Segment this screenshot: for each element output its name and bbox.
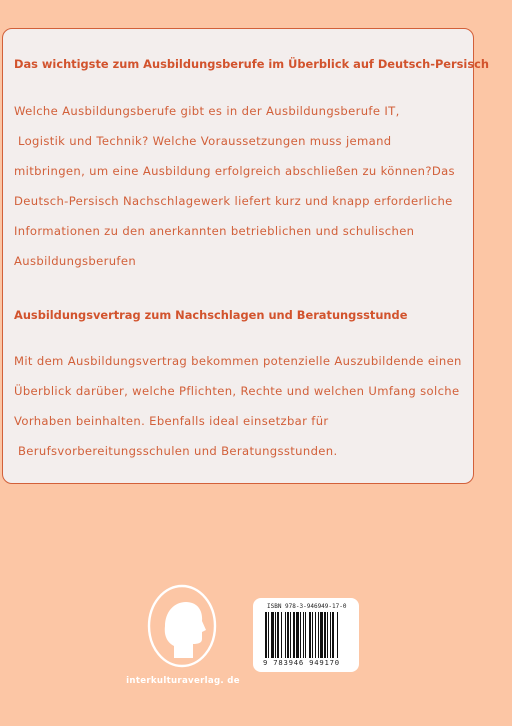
paragraph-line: Überblick darüber, welche Pflichten, Rechte und welchen Umfang solche [14,384,460,398]
paragraph-line: Mit dem Ausbildungsvertrag bekommen potenzielle Auszubildende einen [14,354,462,368]
section-heading-overview: Das wichtigste zum Ausbildungsberufe im Überblick auf Deutsch-Persisch [14,57,489,71]
head-profile-icon [146,584,218,668]
paragraph-line: Welche Ausbildungsberufe gibt es in der Ausbildungsberufe IT, [14,104,400,118]
section-heading-contract: Ausbildungsvertrag zum Nachschlagen und Beratungsstunde [14,308,408,322]
paragraph-line: Ausbildungsberufen [14,254,137,268]
paragraph-line: Informationen zu den anerkannten betrieblichen und schulischen [14,224,415,238]
paragraph-line: mitbringen, um eine Ausbildung erfolgreich abschließen zu können?Das [14,164,455,178]
paragraph-line: Vorhaben beinhalten. Ebenfalls ideal einsetzbar für [14,414,329,428]
paragraph-line: Berufsvorbereitungsschulen und Beratungsstunden. [18,444,338,458]
barcode [253,598,359,672]
text-panel [2,28,489,484]
barcode-bars [265,612,347,658]
paragraph-line: Deutsch-Persisch Nachschlagewerk liefert kurz und knapp erforderliche [14,194,453,208]
paragraph-line: Logistik und Technik? Welche Voraussetzungen muss jemand [18,134,392,148]
publisher-name: interkulturaverlag. de [126,676,240,686]
paragraph-overview [14,96,472,276]
paragraph-contract [14,346,472,466]
isbn-label: ISBN 978-3-946949-17-0 [267,603,347,610]
barcode-number: 9 783946 949170 [263,658,340,667]
